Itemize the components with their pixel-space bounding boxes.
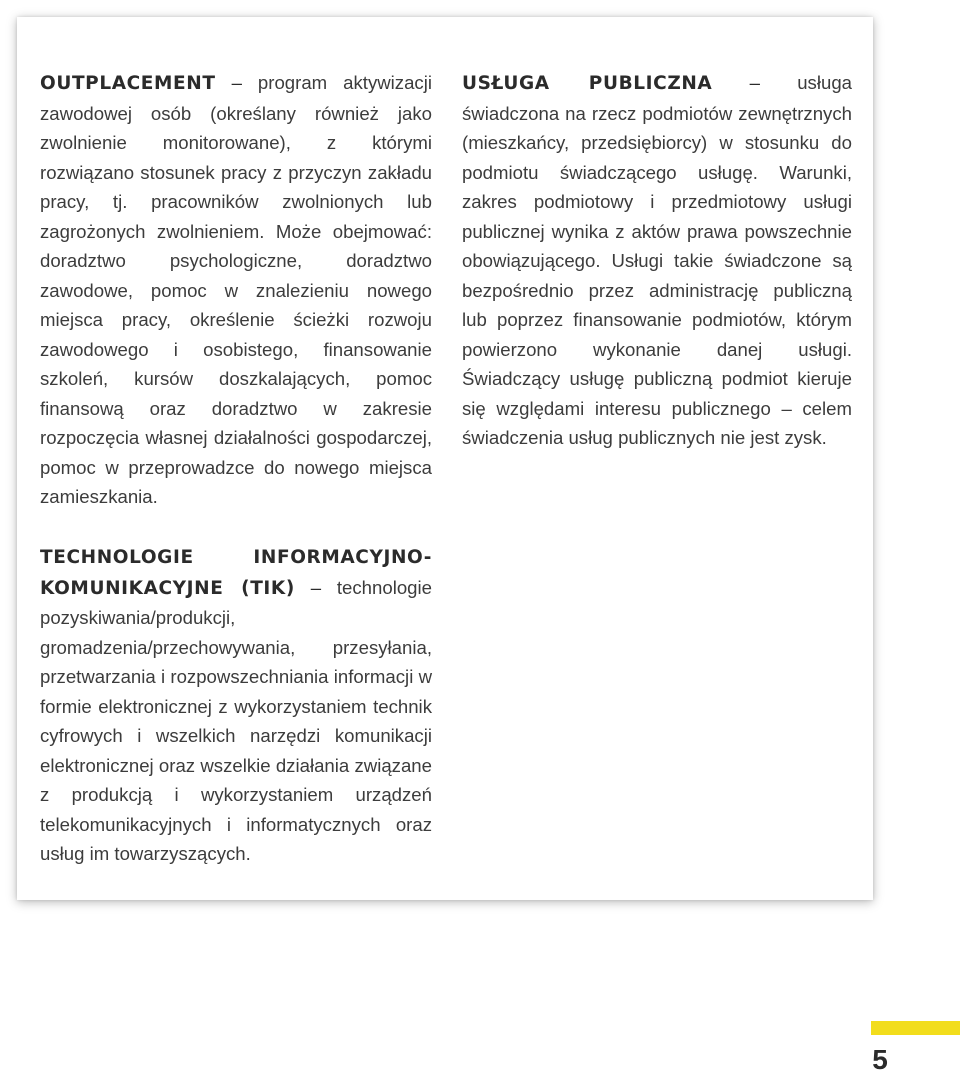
term-dash: – bbox=[749, 72, 760, 93]
glossary-term: TECHNOLOGIE INFORMACYJNO-KOMUNIKACYJNE (TIK) bbox=[40, 547, 432, 599]
glossary-term: OUTPLACEMENT bbox=[40, 73, 216, 94]
glossary-entry-outplacement bbox=[40, 68, 432, 512]
glossary-entry-usluga-publiczna bbox=[462, 68, 852, 453]
glossary-definition: technologie pozyskiwania/produkcji, gromadzenia/przechowywania, przesyłania, przetwarzania i rozpowszechniania informacji w formie elektronicznej z wykorzystaniem technik cyfrowych i wszelkich narzędzi komunikacji elektronicznej oraz wszelkie działania związane z produkcją i wykorzystaniem urządzeń telekomunikacyjnych i informatycznych oraz usług im towarzyszących. bbox=[40, 576, 432, 864]
glossary-term: USŁUGA PUBLICZNA bbox=[462, 73, 713, 94]
glossary-definition: program aktywizacji zawodowej osób (określany również jako zwolnienie monitorowane), z którymi rozwiązano stosunek pracy z przyczyn zakładu pracy, tj. pracowników zwolnionych lub zagrożonych zwolnieniem. Może obejmować: doradztwo psychologiczne, doradztwo zawodowe, pomoc w znalezieniu nowego miejsca pracy, określenie ścieżki rozwoju zawodowego i osobistego, finansowanie szkoleń, kursów doszkalających, pomoc finansową oraz doradztwo w zakresie rozpoczęcia własnej działalności gospodarczej, pomoc w przeprowadzce do nowego miejsca zamieszkania. bbox=[40, 72, 432, 507]
glossary-definition: usługa świadczona na rzecz podmiotów zewnętrznych (mieszkańcy, przedsiębiorcy) w stosunku do podmiotu świadczącego usługę. Warunki, zakres podmiotowy i przedmiotowy usługi publicznej wynika z aktów prawa powszechnie obowiązującego. Usługi takie świadczone są bezpośrednio przez administrację publiczną lub poprzez finansowanie podmiotów, którym powierzono wykonanie danej usługi. Świadczący usługę publiczną podmiot kieruje się względami interesu publicznego – celem świadczenia usług publicznych nie jest zysk. bbox=[462, 72, 852, 448]
term-dash: – bbox=[310, 576, 322, 598]
page-number: 5 bbox=[872, 1044, 888, 1075]
glossary-entry-tik bbox=[40, 542, 432, 869]
term-dash: – bbox=[231, 72, 242, 93]
page-accent-bar bbox=[871, 1021, 960, 1035]
